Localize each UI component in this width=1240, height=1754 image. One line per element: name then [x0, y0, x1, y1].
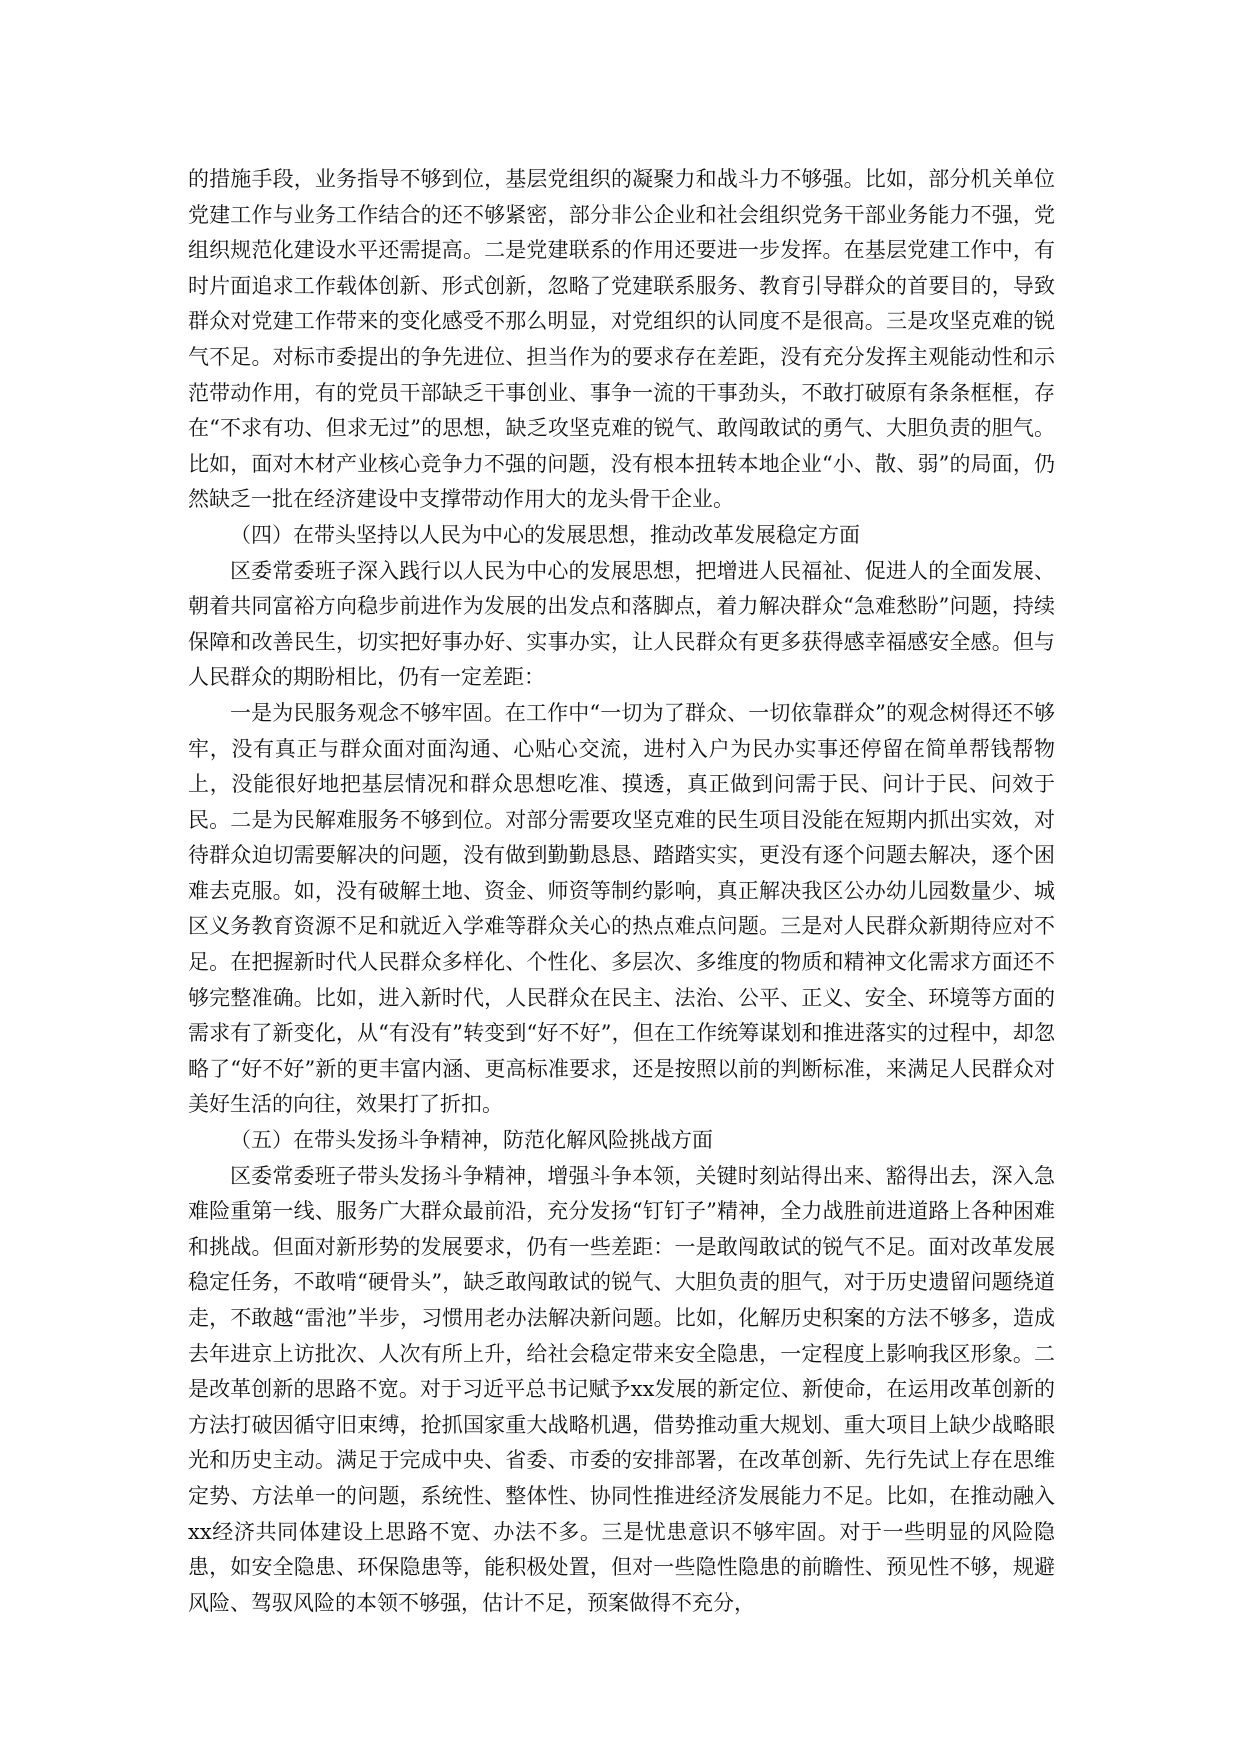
paragraph-party-building-issues: 的措施手段，业务指导不够到位，基层党组织的凝聚力和战斗力不够强。比如，部分机关单位党建工作与业务工作结合的还不够紧密，部分非公企业和社会组织党务干部业务能力不强，党组织规范化建设水平还需提高。二是党建联系的作用还要进一步发挥。在基层党建工作中，有时片面追求工作载体创新、形式创新，忽略了党建联系服务、教育引导群众的首要目的，导致群众对党建工作带来的变化感受不那么明显，对党组织的认同度不是很高。三是攻坚克难的锐气不足。对标市委提出的争先进位、担当作为的要求存在差距，没有充分发挥主观能动性和示范带动作用，有的党员干部缺乏干事创业、事争一流的干事劲头，不敢打破原有条条框框，存在“不求有功、但求无过”的思想，缺乏攻坚克难的锐气、敢闯敢试的勇气、大胆负责的胆气。比如，面对木材产业核心竞争力不强的问题，没有根本扭转本地企业“小、散、弱”的局面，仍然缺乏一批在经济建设中支撑带动作用大的龙头骨干企业。: [188, 167, 1055, 512]
document-body: [188, 162, 1055, 1621]
section-heading-5: （五）在带头发扬斗争精神，防范化解风险挑战方面: [230, 1128, 713, 1153]
paragraph-struggle-spirit-issues: 区委常委班子带头发扬斗争精神，增强斗争本领，关键时刻站得出来、豁得出去，深入急难险重第一线、服务广大群众最前沿，充分发扬“钉钉子”精神，全力战胜前进道路上各种困难和挑战。但面对新形势的发展要求，仍有一些差距：一是敢闯敢试的锐气不足。面对改革发展稳定任务，不敢啃“硬骨头”，缺乏敢闯敢试的锐气、大胆负责的胆气，对于历史遗留问题绕道走，不敢越“雷池”半步，习惯用老办法解决新问题。比如，化解历史积案的方法不够多，造成去年进京上访批次、人次有所上升，给社会稳定带来安全隐患，一定程度上影响我区形象。二是改革创新的思路不宽。对于习近平总书记赋予xx发展的新定位、新使命，在运用改革创新的方法打破因循守旧束缚，抢抓国家重大战略机遇，借势推动重大规划、重大项目上缺少战略眼光和历史主动。满足于完成中央、省委、市委的安排部署，在改革创新、先行先试上存在思维定势、方法单一的问题，系统性、整体性、协同性推进经济发展能力不足。比如，在推动融入xx经济共同体建设上思路不宽、办法不多。三是忧患意识不够牢固。对于一些明显的风险隐患，如安全隐患、环保隐患等，能积极处置，但对一些隐性隐患的前瞻性、预见性不够，规避风险、驾驭风险的本领不够强，估计不足，预案做得不充分，: [188, 1163, 1055, 1615]
paragraph-people-centered-intro: 区委常委班子深入践行以人民为中心的发展思想，把增进人民福祉、促进人的全面发展、朝着共同富裕方向稳步前进作为发展的出发点和落脚点，着力解决群众“急难愁盼”问题，持续保障和改善民生，切实把好事办好、实事办实，让人民群众有更多获得感幸福感安全感。但与人民群众的期盼相比，仍有一定差距：: [188, 558, 1055, 690]
section-heading-4: （四）在带头坚持以人民为中心的发展思想，推动改革发展稳定方面: [230, 522, 860, 547]
paragraph-people-service-issues: 一是为民服务观念不够牢固。在工作中“一切为了群众、一切依靠群众”的观念树得还不够牢，没有真正与群众面对面沟通、心贴心交流，进村入户为民办实事还停留在简单帮钱帮物上，没能很好地把基层情况和群众思想吃准、摸透，真正做到问需于民、问计于民、问效于民。二是为民解难服务不够到位。对部分需要攻坚克难的民生项目没能在短期内抓出实效，对待群众迫切需要解决的问题，没有做到勤勤恳恳、踏踏实实，更没有逐个问题去解决，逐个困难去克服。如，没有破解土地、资金、师资等制约影响，真正解决我区公办幼儿园数量少、城区义务教育资源不足和就近入学难等群众关心的热点难点问题。三是对人民群众新期待应对不足。在把握新时代人民群众多样化、个性化、多层次、多维度的物质和精神文化需求方面还不够完整准确。比如，进入新时代，人民群众在民主、法治、公平、正义、安全、环境等方面的需求有了新变化，从“有没有”转变到“好不好”，但在工作统筹谋划和推进落实的过程中，却忽略了“好不好”新的更丰富内涵、更高标准要求，还是按照以前的判断标准，来满足人民群众对美好生活的向往，效果打了折扣。: [188, 700, 1055, 1117]
